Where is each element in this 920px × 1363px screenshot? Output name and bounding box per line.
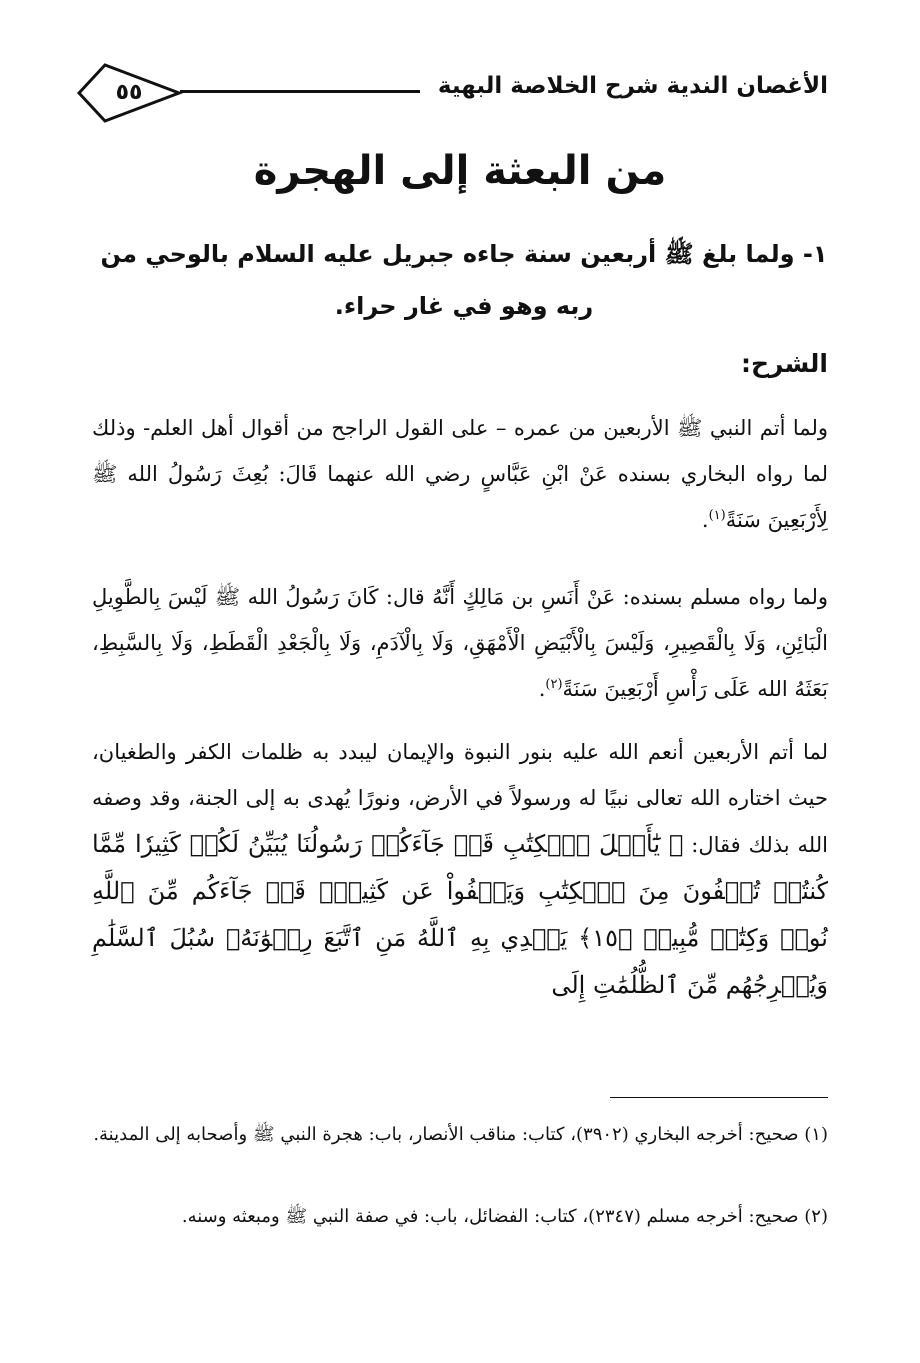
footnote-ref: (٢) bbox=[545, 677, 563, 692]
header-rule bbox=[180, 90, 420, 93]
commentary-paragraph bbox=[92, 405, 828, 543]
footnote: (٢) صحيح: أخرجه مسلم (٢٣٤٧)، كتاب: الفضائل، باب: في صفة النبي ﷺ ومبعثه وسنه. bbox=[181, 1206, 828, 1227]
chapter-title: من البعثة إلى الهجرة bbox=[253, 148, 667, 194]
running-title: الأغصان الندية شرح الخلاصة البهية bbox=[437, 73, 828, 99]
page-number: ٥٥ bbox=[115, 80, 143, 105]
commentary-paragraph bbox=[92, 574, 828, 712]
page-number-badge bbox=[75, 62, 183, 124]
paragraph-end: . bbox=[701, 508, 709, 532]
sharh-heading: الشرح: bbox=[741, 349, 828, 378]
paragraph-text: ولما أتم النبي ﷺ الأربعين من عمره – على القول الراجح من أقوال أهل العلم- وذلك لما رواه البخاري بسنده عَنْ ابْنِ عَبَّاسٍ رضي الله عنهما قَالَ: بُعِثَ رَسُولُ الله ﷺ لِأَرْبَعِينَ سَنَةً bbox=[92, 416, 828, 532]
commentary-paragraph bbox=[92, 729, 828, 1009]
footnote-separator bbox=[610, 1097, 828, 1098]
matn-text: ١- ولما بلغ ﷺ أربعين سنة جاءه جبريل عليه السلام بالوحي من ربه وهو في غار حراء. bbox=[100, 240, 828, 320]
quran-verse: ﴿ يَٰٓأَهۡلَ ٱلۡكِتَٰبِ قَدۡ جَآءَكُمۡ رَسُولُنَا يُبَيِّنُ لَكُمۡ كَثِيرٗا مِّمَّا كُنتُمۡ تُخۡفُونَ مِنَ ٱلۡكِتَٰبِ وَيَعۡفُواْ عَن كَثِيرٖۚ قَدۡ جَآءَكُم مِّنَ ٱللَّهِ نُورٞ وَكِتَٰبٞ مُّبِينٞ ﴿١٥﴾ يَهۡدِي بِهِ ٱللَّهُ مَنِ ٱتَّبَعَ رِضۡوَٰنَهُۥ سُبُلَ ٱلسَّلَٰمِ وَيُخۡرِجُهُم مِّنَ ٱلظُّلُمَٰتِ إِلَى bbox=[92, 830, 828, 999]
paragraph-text: ولما رواه مسلم بسنده: عَنْ أَنَسِ بن مَالِكٍ أَنَّهُ قال: كَانَ رَسُولُ الله ﷺ لَيْسَ بِالطَّوِيلِ الْبَائِنِ، وَلَا بِالْقَصِيرِ، وَلَيْسَ بِالْأَبْيَضِ الْأَمْهَقِ، وَلَا بِالْآدَمِ، وَلَا بِالْجَعْدِ الْقَطَطِ، وَلَا بِالسَّبِطِ، بَعَثَهُ الله عَلَى رَأْسِ أَرْبَعِينَ سَنَةً bbox=[92, 585, 828, 701]
footnote-ref: (١) bbox=[708, 508, 726, 523]
paragraph-end: . bbox=[538, 677, 546, 701]
footnote: (١) صحيح: أخرجه البخاري (٣٩٠٢)، كتاب: مناقب الأنصار، باب: هجرة النبي ﷺ وأصحابه إلى المدينة. bbox=[93, 1124, 828, 1145]
paragraph-text: لما أتم الأربعين أنعم الله عليه بنور النبوة والإيمان ليبدد به ظلمات الكفر والطغيان، حيث اختاره الله تعالى نبيًا له ورسولاً في الأرض، ونورًا يُهدى به إلى الجنة، وقد وصفه الله بذلك فقال: bbox=[92, 740, 828, 857]
